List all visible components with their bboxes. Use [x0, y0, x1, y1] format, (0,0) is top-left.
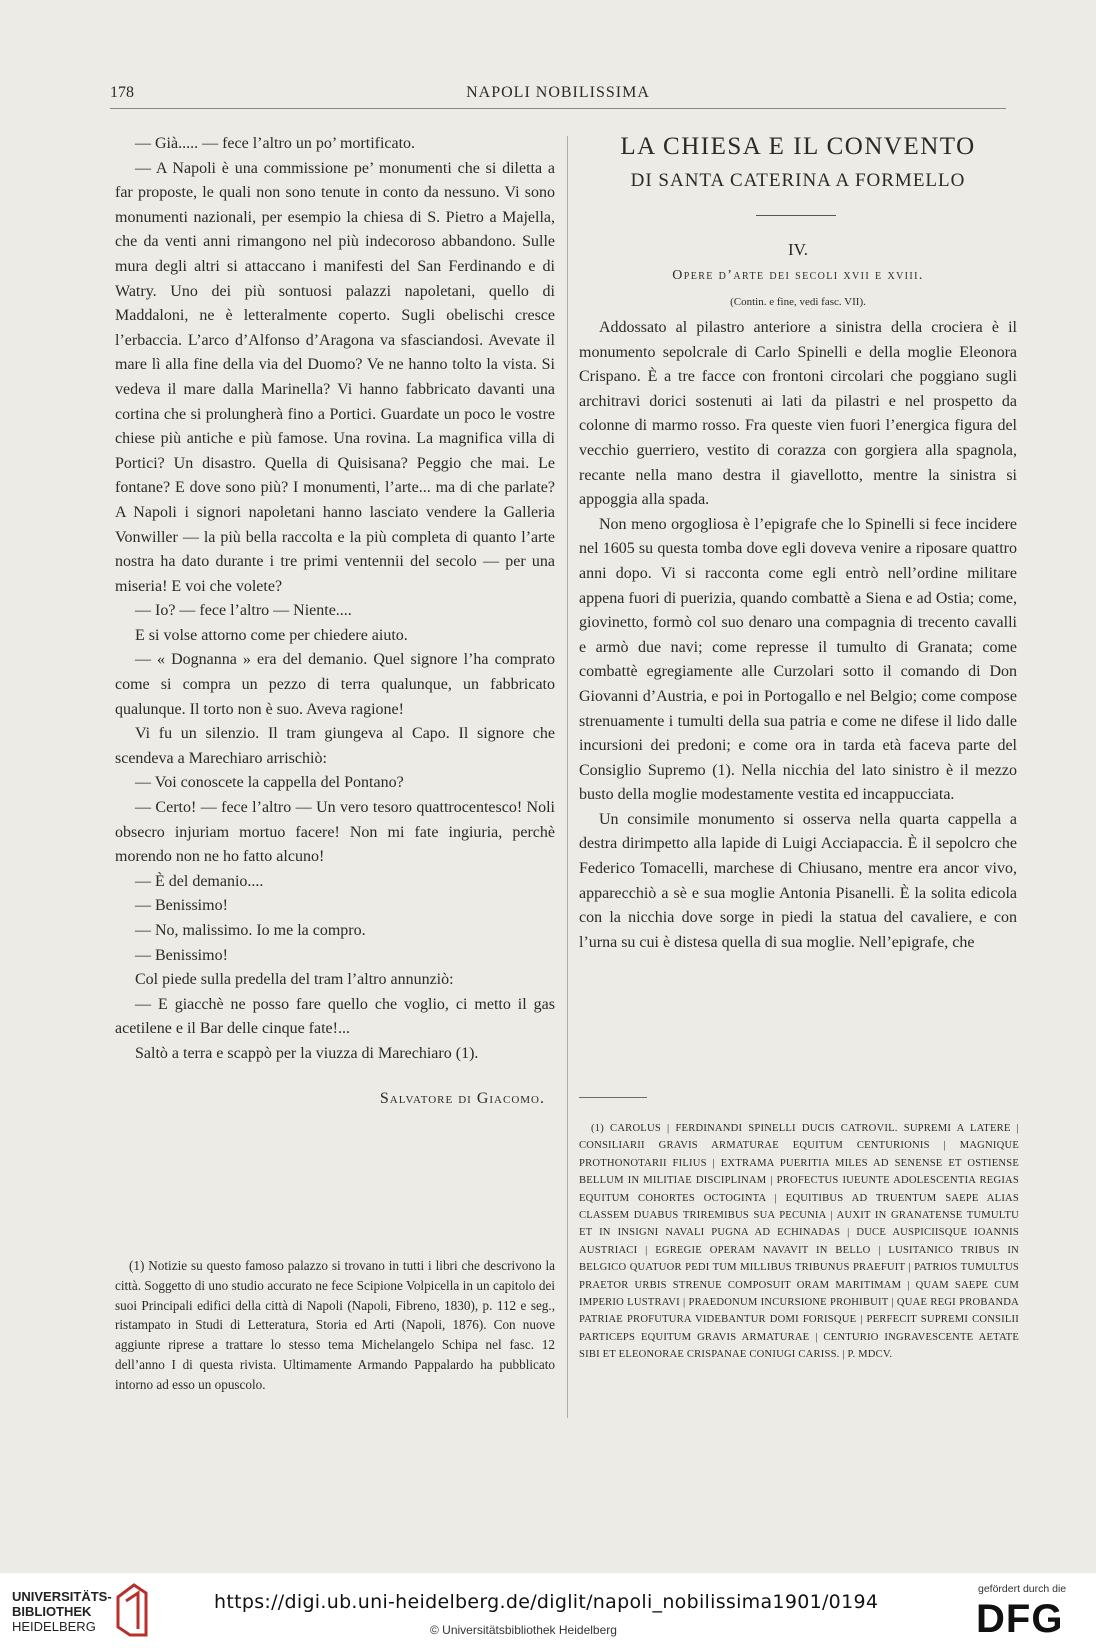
right-footnote: (1) CAROLUS | FERDINANDI SPINELLI DUCIS CATROVIL. SUPREMI A LATERE | CONSILIARII GRAVIS ARMATURAE EQUITUM CENTURIONIS | MAGNIQUE PROTHONOTARII FILIUS | EXTRAMA PUERITIA MILES AD SENENSE ET OSTIENSE BELLUM IN MILITIAE DISCIPLINAM | PROFECTUS IUEUNTE ADOLESCENTIA REGIAS EQUITUM COHORTES OCTOGINTA | EQUITIBUS AD TRUENTUM SAEPE ALIAS CLASSEM DUABUS TRIREMIBUS SUA PECUNIA | AUXIT IN GRANATENSE TUMULTU ET IN INSIGNI NAVALI PUGNA AD ECHINADAS | DUCE AUSPICIISQUE IOANNIS AUSTRIACI | EGREGIE OPERAM NAVAVIT IN BELLO | LUSITANICO TRIBUS IN BELGICO QUATUOR PEDI TUM MILLIBUS TRIBUNUS PRAEFUIT | PATRIOS TUMULTUS PRAETOR URBIS STRENUE COMPOSUIT ORAM MARITIMAM | QUAM SAEPE CUM IMPERIO LUSTRAVI | PRAEDONUM INCURSIONE PROHIBUIT | QUAE REGI PROBANDA PATRIAE PROFUTURA VIDEBANTUR DOMI FORISQUE | PERFECIT SUPREMI CONSILII PARTICEPS EQUITUM GRAVIS ARMATURAE | CENTURIO INGRAVESCENTE AETATE SIBI ET ELEONORAE CRISPANAE CONIUGI CARISS. | P. MDCV.: [579, 1123, 1019, 1361]
right-paragraph: Un consimile monumento si osserva nella quarta cappella a destra dirimpetto alla lapide di Luigi Acciapaccia. È il sepolcro che Federico Tomacelli, marchese di Chiusano, mentre era ancor vivo, apparecchiò a sè e sua moglie Antonia Pisanelli. È la solita edicola con la nicchia dove sorge in piedi la statua del cavaliere, e con l’urna su cui è distesa quella di sua moglie. Nell’epigrafe, che: [579, 810, 1017, 951]
right-paragraph: Addossato al pilastro anteriore a sinistra della crociera è il monumento sepolcrale di Carlo Spinelli e della moglie Eleonora Crispano. È a tre facce con frontoni circolari che poggiano sugli architravi dorici sostenuti ai lati da pilastri e nel prospetto da colonne di marmo rosso. Fra queste vien fuori l’energica figura del vecchio guerriero, vestito di corazza con gorgiera alla spagnola, recante nella mano destra il giavellotto, mentre la sinistra si appoggia alla spada.: [579, 319, 1017, 509]
running-title: NAPOLI NOBILISSIMA: [466, 84, 650, 101]
article-title: LA CHIESA E IL CONVENTO: [620, 133, 976, 160]
page-number: 178: [110, 84, 134, 101]
left-paragraph: — « Dognanna » era del demanio. Quel signore l’ha comprato come si compra un pezzo di terra qualunque, un fabbricato qualunque. Il torto non è suo. Aveva ragione!: [115, 651, 555, 718]
left-paragraph: Vi fu un silenzio. Il tram giungeva al Capo. Il signore che scendeva a Marechiaro arrischiò:: [115, 725, 555, 767]
continuation-note: (Contin. e fine, vedi fasc. VII).: [730, 296, 866, 308]
left-paragraph: — No, malissimo. Io me la compro.: [135, 922, 366, 939]
column-divider: [567, 136, 568, 1418]
left-paragraph: — Benissimo!: [135, 897, 228, 915]
library-name-line3: HEIDELBERG: [12, 1619, 96, 1634]
left-paragraph: — Voi conoscete la cappella del Pontano?: [135, 774, 404, 792]
dfg-logo[interactable]: DFG: [976, 1597, 1064, 1641]
left-paragraph: — A Napoli è una commissione pe’ monumenti che si diletta a far proposte, le quali non sono tenute in conto da nessuno. Vi sono monumenti nazionali, per esempio la chiesa di S. Pietro a Majella, che da venti anni rimangono nel più indecoroso abbandono. Sulle mura degli altri si attaccano i manifesti del San Ferdinando e di Watry. Uno dei più sontuosi palazzi napoletani, quello di Maddaloni, ne è letteralmente coperto. Sugli obelischi cresce l’erbaccia. L’arco d’Alfonso d’Aragona va sfasciandosi. Avevate il mare lì alla fine della via del Duomo? Ve ne hanno tolto la vista. Si vedeva il mare dalla Marinella? Vi hanno fabbricato davanti una cortina che si prolungherà fino a Portici. Guardate un poco le vostre chiese più antiche e più famose. Una rovina. La magnifica villa di Portici? Un disastro. Quella di Quisisana? Peggio che mai. Le fontane? E dove sono più? I monumenti, l’arte... ma di che parlate? A Napoli i signori napoletani hanno lasciato vendere la Galleria Vonwiller — la più bella raccolta e la più completa di quanto l’arte nostra ha dato durante i tre primi ventennii del secolo — per una miseria! E voi che volete?: [115, 159, 555, 595]
left-paragraph: — Già..... — fece l’altro un po’ mortificato.: [135, 135, 416, 152]
footnote-rule: [579, 1097, 647, 1098]
page-url-link[interactable]: https://digi.ub.uni-heidelberg.de/diglit/napoli_nobilissima1901/0194: [214, 1591, 879, 1613]
left-footnote: (1) Notizie su questo famoso palazzo si trovano in tutti i libri che descrivono la città. Soggetto di uno studio accurato ne fece Scipione Volpicella in un capitolo dei suoi Principali edifici della città di Napoli (Napoli, Fibreno, 1830), p. 112 e seg., ristampato in Studi di Letteratura, Storia ed Arti (Napoli, 1876). Con nuove aggiunte riprese a trattare lo stesso tema Michelangelo Schipa nel fasc. 12 dell’anno I di questa rivista. Ultimamente Armando Pappalardo ha pubblicato intorno ad esso un opuscolo.: [115, 1258, 555, 1392]
library-logo[interactable]: [12, 1589, 112, 1634]
library-emblem-icon: [112, 1583, 152, 1639]
left-column: [115, 132, 555, 1111]
title-rule: [756, 215, 836, 216]
section-title: Opere d’arte dei secoli xvii e xviii.: [672, 268, 924, 283]
left-paragraph: — E giacchè ne posso fare quello che voglio, ci metto il gas acetilene e il Bar delle cinque fate!...: [115, 995, 555, 1038]
copyright-text: © Universitätsbibliothek Heidelberg: [430, 1623, 617, 1637]
left-paragraph: E si volse attorno come per chiedere aiuto.: [135, 626, 408, 644]
section-number: IV.: [788, 240, 808, 259]
left-paragraph: Saltò a terra e scappò per la viuzza di Marechiaro (1).: [135, 1044, 479, 1062]
left-paragraph: Col piede sulla predella del tram l’altro annunziò:: [135, 971, 454, 989]
funding-label: gefördert durch die: [978, 1583, 1067, 1595]
viewer-footer: [0, 1573, 1096, 1651]
left-paragraph: — È del demanio....: [135, 872, 264, 890]
library-name-line1: UNIVERSITÄTS-: [12, 1589, 112, 1604]
article-subtitle: DI SANTA CATERINA A FORMELLO: [630, 170, 966, 191]
left-paragraph: — Benissimo!: [135, 946, 228, 964]
right-paragraph: Non meno orgogliosa è l’epigrafe che lo Spinelli si fece incidere nel 1605 su questa tomba dove egli doveva venire a riposare quattro anni dopo. Vi si racconta come egli entrò nell’ordine militare appena fuori di puerizia, quando combattè a Siena e ad Ostia; come, giovinetto, formò col suo denaro una compagnia di trecento cavalli e armò due navi; come represse il tumulto di Granata; come combattè egregiamente alle Curzolari sotto il comando di Don Giovanni d’Austria, e poi in Portogallo e nel Belgio; come compose strenuamente i tumulti della sua patria e come ne difese il lido dalle incursioni dei predoni; e come ora in tarda età faceva parte del Consiglio Supremo (1). Nella nicchia del lato sinistro è il mezzo busto della moglie modestamente vestita ed incappucciata.: [579, 515, 1017, 804]
library-name-line2: BIBLIOTHEK: [12, 1604, 92, 1619]
page-header: [110, 84, 1006, 109]
left-paragraph: — Certo! — fece l’altro — Un vero tesoro quattrocentesco! Noli obsecro injuriam mortuo facere! Non mi fate ingiuria, perchè morendo non ne ho fatto alcuno!: [115, 799, 555, 866]
left-paragraph: — Io? — fece l’altro — Niente....: [135, 602, 352, 620]
author-signature: Salvatore di Giacomo.: [379, 1089, 545, 1107]
right-column: [579, 316, 1017, 955]
